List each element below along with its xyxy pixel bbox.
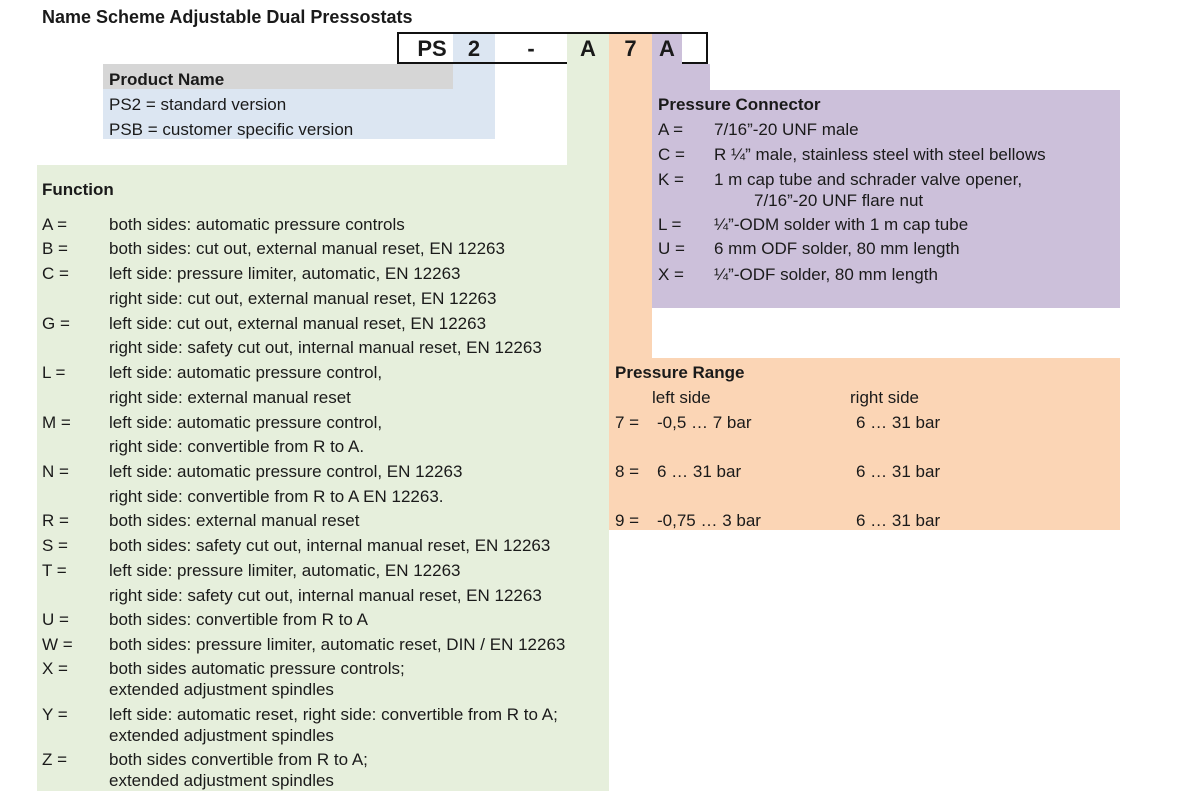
code-segment-version: 2 [453,34,495,62]
code-segment-connector: A [652,34,682,64]
function-description: both sides: convertible from R to A [109,610,368,629]
function-description: both sides: pressure limiter, automatic reset, DIN / EN 12263 [109,635,566,654]
function-description-continued: extended adjustment spindles [109,771,334,790]
function-description-continued: right side: safety cut out, internal manual reset, EN 12263 [109,586,542,605]
function-key: G = [42,314,70,333]
connector-key: A = [658,120,684,139]
product-name-line: PS2 = standard version [109,95,287,114]
pressure-connector-heading: Pressure Connector [658,95,821,114]
function-heading: Function [42,180,114,199]
pressure-range-heading: Pressure Range [615,363,745,382]
function-description: left side: automatic pressure control, [109,413,383,432]
function-description: left side: automatic reset, right side: convertible from R to A; [109,705,558,724]
connector-key: K = [658,170,684,189]
function-description-continued: extended adjustment spindles [109,726,334,745]
function-key: L = [42,363,66,382]
function-description-continued: extended adjustment spindles [109,680,334,699]
range-key: 8 = [615,462,640,481]
connector-key: C = [658,145,685,164]
function-description-continued: right side: convertible from R to A EN 12263. [109,487,444,506]
connector-key: X = [658,265,684,284]
function-description: both sides: cut out, external manual reset, EN 12263 [109,239,505,258]
function-description-continued: right side: safety cut out, internal manual reset, EN 12263 [109,338,542,357]
function-description: both sides automatic pressure controls; [109,659,405,678]
range-right-value: 6 … 31 bar [856,511,941,530]
function-description-continued: right side: convertible from R to A. [109,437,365,456]
function-description: both sides: external manual reset [109,511,360,530]
connector-value: ¼”-ODM solder with 1 m cap tube [714,215,969,234]
function-key: R = [42,511,69,530]
function-key: C = [42,264,69,283]
connector-value-continued: 7/16”-20 UNF flare nut [754,191,924,210]
function-panel-column [567,64,609,168]
range-left-value: -0,75 … 3 bar [657,511,761,530]
function-description-continued: right side: external manual reset [109,388,351,407]
connector-value: 1 m cap tube and schrader valve opener, [714,170,1023,189]
range-left-value: 6 … 31 bar [657,462,742,481]
function-description: left side: cut out, external manual reset, EN 12263 [109,314,487,333]
function-key: N = [42,462,69,481]
range-right-value: 6 … 31 bar [856,413,941,432]
function-description: both sides convertible from R to A; [109,750,368,769]
code-segment-function: A [567,34,609,64]
product-name-line: PSB = customer specific version [109,120,354,139]
range-key: 7 = [615,413,640,432]
code-segment-product: PS [417,36,447,61]
function-key: B = [42,239,68,258]
function-key: Z = [42,750,68,769]
function-description: left side: pressure limiter, automatic, EN 12263 [109,561,461,580]
function-key: M = [42,413,71,432]
function-key: Y = [42,705,68,724]
range-right-side-label: right side [850,388,919,407]
code-segment-range: 7 [609,34,652,64]
connector-key: U = [658,239,685,258]
range-left-side-label: left side [652,388,711,407]
function-description-continued: right side: cut out, external manual reset, EN 12263 [109,289,497,308]
function-key: U = [42,610,69,629]
connector-value: ¼”-ODF solder, 80 mm length [714,265,938,284]
page-title: Name Scheme Adjustable Dual Pressostats [42,7,413,27]
code-segment-dash: - [527,36,535,61]
connector-value: R ¼” male, stainless steel with steel bellows [714,145,1046,164]
function-description: both sides: safety cut out, internal manual reset, EN 12263 [109,536,551,555]
function-description: left side: automatic pressure control, EN 12263 [109,462,463,481]
function-key: X = [42,659,68,678]
pressure-range-panel [609,358,1120,530]
range-key: 9 = [615,511,640,530]
function-description: left side: automatic pressure control, [109,363,383,382]
function-description: both sides: automatic pressure controls [109,215,405,234]
connector-value: 6 mm ODF solder, 80 mm length [714,239,960,258]
range-right-value: 6 … 31 bar [856,462,941,481]
function-description: left side: pressure limiter, automatic, EN 12263 [109,264,461,283]
pressure-range-column [609,64,652,360]
function-key: S = [42,536,68,555]
product-name-heading: Product Name [109,70,225,89]
connector-value: 7/16”-20 UNF male [714,120,859,139]
function-key: W = [42,635,73,654]
function-key: A = [42,215,68,234]
connector-key: L = [658,215,682,234]
function-key: T = [42,561,67,580]
range-left-value: -0,5 … 7 bar [657,413,752,432]
